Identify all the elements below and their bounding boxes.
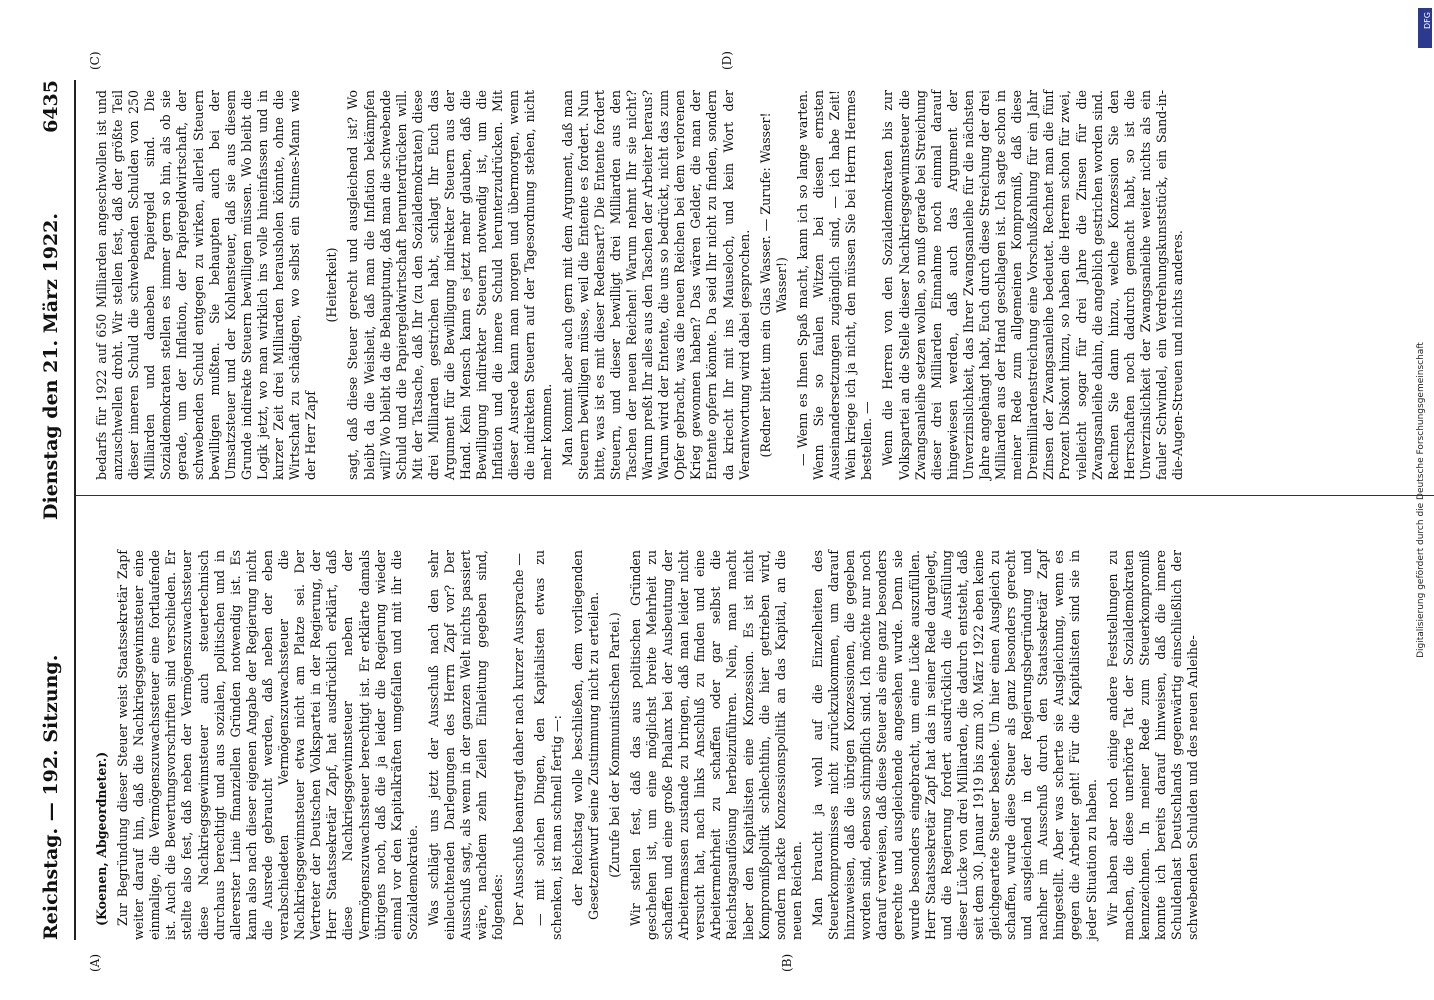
paragraph: Zur Begründung dieser Steuer weist Staatssekretär Zapf weiter darauf hin, daß die Nachkriegsgewinnsteuer eine einmalige, die Vermögenszuwachssteuer eine fortlaufende ist. Auch die Bewertungsvorschriften sind verschieden. Er stellte also fest, daß neben der Vermögenszuwachssteuer diese Nachkriegsgewinnsteuer auch steuertechnisch durchaus berechtigt und aus sozialen, politischen und in allererster Linie finanziellen Gründen notwendig ist. Es kann also nach dieser eigenen Angabe der Regierung nicht die Ausrede gebraucht werden, daß neben der eben verabschiedeten Vermögenszuwachssteuer die Nachkriegsgewinnsteuer etwa nicht am Platze sei. Der Vertreter der Deutschen Volkspartei in der Regierung, der Herr Staatssekretär Zapf, hat ausdrücklich erklärt, daß diese Nachkriegsgewinnsteuer neben der Vermögenszuwachssteuer berechtigt ist. Er erklärte damals übrigens noch, daß die ja leider die Regierung wieder einmal vor den Kapitalkräften umgefallen und mit ihr die Sozialdemokratie.: [115, 550, 420, 940]
paragraph: Wir stellen fest, daß das aus politischen Gründen geschehen ist, um eine möglichst breite Mehrheit zu schaffen und eine große Phalanx bei der Ausbeutung der Arbeitermassen zustande zu bringen, daß man leider nicht versucht hat, nach links Anschluß zu finden und eine Arbeitermehrheit zu schaffen oder gar selbst die Reichstagsauflösung herbeizuführen. Nein, man macht lieber den Kapitalisten eine Konzession. Es ist nicht Kompromißpolitik schlechthin, die hier getrieben wird, sondern nackte Konzessionspolitik an das Kapital, an die neuen Reichen.: [627, 550, 804, 940]
paragraph: — Wenn es Ihnen Spaß macht, kann ich so lange warten. Wenn Sie so faulen Witzen bei diesen ernsten Auseinandersetzungen zugänglich sind, — ich habe Zeit! Wein kriege ich ja nicht, den müssen Sie bei Herrn Hermes bestellen. —: [794, 90, 875, 480]
margin-marker-a: (A): [88, 953, 102, 972]
header-rule: [74, 80, 76, 940]
paragraph: Wir haben aber noch einige andere Feststellungen zu machen, die diese unerhörte Tat der Sozialdemokraten kennzeichnen. In meiner Rede zum Steuerkompromiß konnte ich bereits darauf hinweisen, daß die innere Schuldenlast Deutschlands gegenwärtig einschließlich der schwebenden Schulden und des neuen Anleihe-: [1104, 550, 1201, 940]
interjection: (Zurufe bei der Kommunistischen Partei.): [606, 612, 622, 878]
margin-marker-d: (D): [720, 51, 734, 70]
paragraph: Man braucht ja wohl auf die Einzelheiten des Steuerkompromisses nicht zurückzukommen, um darauf hinzuweisen, daß die übrigen Konzessionen, die gegeben worden sind, ebenso schimpflich sind. Ich möchte nur noch darauf verweisen, daß diese Steuer als eine ganz besonders gerechte und ausgleichende angesehen wurde. Denn sie wurde besonders eingebracht, um eine Lücke auszufüllen. Herr Staatssekretär Zapf hat das in seiner Rede dargelegt, und die Regierung fordert ausdrücklich die Ausfüllung dieser Lücke von drei Milliarden, die dadurch entsteht, daß seit dem 30. Januar 1919 bis zum 30. März 1922 eben keine gleichgeartete Steuer bestehe. Um hier einen Ausgleich zu schaffen, wurde diese Steuer als ganz besonders gerecht und ausgleichend in der Regierungsbegründung und nachher im Ausschuß durch den Staatssekretär Zapf hingestellt. Aber was scherte sie Ausgleichung, wenn es gegen die Arbeiter geht! Für die Kapitalisten sind sie in jeder Situation zu haben.: [809, 550, 1099, 940]
paragraph: Der Ausschuß beantragt daher nach kurzer Aussprache —: [511, 553, 527, 926]
page-number: 6435: [40, 80, 62, 133]
digitization-sidebar: [1412, 0, 1434, 1000]
paragraph: — mit solchen Dingen, den Kapitalisten etwas zu schenken, ist man schnell fertig —:: [532, 550, 564, 940]
paragraph: bedarfs für 1922 auf 650 Milliarden angeschwollen ist und anzuschwellen droht. Wir stellen fest, daß der größte Teil dieser inneren Schuld die schwebenden Schulden von 250 Milliarden und daneben Papiergeld sind. Die Sozialdemokraten stellen es immer gern so hin, als ob sie gerade, um der Inflation, der Papiergeldwirtschaft, der schwebenden Schuld entgegen zu wirken, allerlei Steuern bewilligen mußten. Sie behaupten auch bei der Umsatzsteuer und der Kohlensteuer, daß sie aus diesem Grunde indirekte Steuern bewilligen müssen. Wo bleibt die Logik jetzt, wo man wirklich ins volle hineinfassen und in kurzer Zeit drei Milliarden herausholen könnte, ohne die Wirtschaft zu schädigen, wo selbst ein Stinnes-Mann wie der Herr Zapf: [94, 90, 319, 480]
digitization-credit: Digitalisierung gefördert durch die Deutsche Forschungsgemeinschaft: [1416, 342, 1426, 658]
interjection: (Heiterkeit): [324, 247, 340, 323]
speaker-line: (Koenen, Abgeordneter.): [94, 751, 109, 926]
margin-marker-b: (B): [780, 953, 794, 972]
header-center: Dienstag den 21. März 1922.: [40, 212, 62, 520]
page-header: [34, 80, 68, 940]
dfg-logo: DFG: [1418, 8, 1432, 48]
paragraph: Wenn die Herren von den Sozialdemokraten bis zur Volkspartei an die Stelle dieser Nachkriegsgewinnsteuer die Zwangsanleihe setzen wollen, so muß gerade bei Streichung dieser drei Milliarden Einnahme noch einmal darauf hingewiesen werden, daß auch das Argument der Unverzinslichkeit, das Ihrer Zwangsanleihe für die nächsten Jahre angehängt habt, Euch durch diese Streichung der drei Milliarden aus der Hand geschlagen ist. Ich sagte schon in meiner Rede zum allgemeinen Kompromiß, daß diese Dreimilliardenstreichung eine Vorschußzahlung für ein Jahr Zinsen der Zwangsanleihe bedeutet. Rechnet man die fünf Prozent Diskont hinzu, so haben die Herren schon für zwei, vielleicht sogar für drei Jahre die Zinsen für die Zwangsanleihe dahin, die angeblich gestrichen worden sind. Rechnen Sie dann hinzu, welche Konzession Sie den Herrschaften noch dadurch gemacht habt, so ist die Unverzinslichkeit der Zwangsanleihe weiter nichts als ein fauler Schwindel, ein Verdrehungskunststück, ein Sand-in-die-Augen-Streuen und nichts anderes.: [880, 90, 1186, 480]
left-column: [94, 550, 1206, 940]
paragraph: Man kommt aber auch gern mit dem Argument, daß man Steuern bewilligen müsse, weil die Entente es fordert. Nun bitte, was ist es mit dieser Redensart? Die Entente fordert Steuern, und dieser bewilligt drei Milliarden aus den Taschen der neuen Reichen! Warum nehmt Ihr sie nicht? Warum preßt Ihr alles aus den Taschen der Arbeiter heraus? Warum wird der Entente, die uns so bedrückt, nicht das zum Opfer gebracht, was die neuen Reichen bei dem verlorenen Krieg gewonnen haben? Das wären Gelder, die man der Entente opfern könnte. Da seid Ihr nicht zu finden, sondern da kriecht Ihr mit ins Mauseloch, und kein Wort der Verantwortung wird dabei gesprochen.: [559, 90, 752, 480]
paragraph: sagt, daß diese Steuer gerecht und ausgleichend ist? Wo bleibt da die Weisheit, daß man die Inflation bekämpfen will? Wo bleibt da die Behauptung, daß man die schwebende Schuld und die Papiergeldwirtschaft herunterdrücken will. Mit der Tatsache, daß Ihr (zu den Sozialdemokraten) diese drei Milliarden gestrichen habt, schlagt Ihr Euch das Argument für die Bewilligung indirekter Steuern aus der Hand. Kein Mensch kann es jetzt mehr glauben, daß die Bewilligung indirekter Steuern notwendig ist, um die Inflation und die innere Schuld herunterzudrücken. Mit dieser Ausrede kann man morgen und übermorgen, wenn die indirekten Steuern auf der Tagesordnung stehen, nicht mehr kommen.: [345, 90, 554, 480]
quote: der Reichstag wolle beschließen, dem vorliegenden Gesetzentwurf seine Zustimmung nicht zu erteilen.: [569, 550, 601, 920]
paragraph: Was schlägt uns jetzt der Ausschuß nach den sehr einleuchtenden Darlegungen des Herrn Zapf vor? Der Ausschuß sagt, als wenn in der ganzen Welt nichts passiert wäre, nachdem zehn Zeilen Einleitung gegeben sind, folgendes:: [425, 550, 506, 940]
column-divider: [76, 495, 1434, 496]
header-left: Reichstag. — 192. Sitzung.: [40, 654, 62, 940]
interjection: (Redner bittet um ein Glas Wasser. — Zurufe: Wasser! Wasser!): [757, 112, 789, 458]
margin-marker-c: (C): [88, 51, 102, 70]
right-column: [94, 90, 1191, 480]
